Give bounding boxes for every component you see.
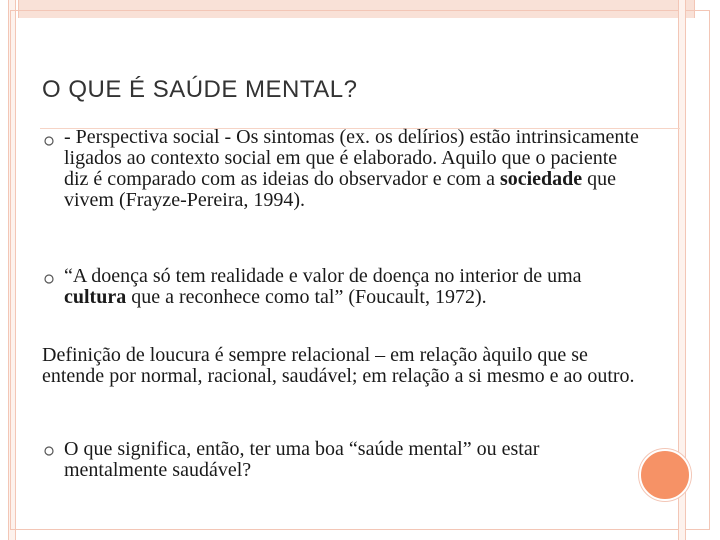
hollow-circle-icon: [44, 136, 54, 146]
definition-paragraph: Definição de loucura é sempre relacional – em relação àquilo que se entende por normal, racional, saudável; em relação a si mesmo e ao outro.: [42, 344, 635, 387]
bullet-item-text: “A doença só tem realidade e valor de doença no interior de uma: [64, 265, 582, 287]
bullet-item-emphasis: cultura: [64, 286, 127, 308]
bullet-item-foucault-quote: [64, 266, 644, 308]
bullet-item-text: que a reconhece como tal” (Foucault, 1972).: [126, 286, 487, 308]
bullet-item-perspectiva-social: [64, 127, 644, 211]
hollow-circle-icon: [44, 274, 54, 284]
bullet-item-text: que vivem (Frayze-Pereira, 1994).: [64, 168, 617, 211]
bullet-item-text: - Perspectiva social - Os sintomas (ex. os delírios) estão intrinsicamente ligados ao contexto social em que é elaborado. Aquilo que o paciente diz é comparado com as ideias do observador e com a: [64, 126, 639, 190]
hollow-circle-icon: [44, 446, 54, 456]
bullet-item-emphasis: sociedade: [499, 168, 583, 190]
slide-title: O QUE É SAÚDE MENTAL?: [42, 76, 358, 103]
bullet-item-question: O que significa, então, ter uma boa “saúde mental” ou estar mentalmente saudável?: [64, 438, 540, 481]
accent-dot: [639, 449, 691, 501]
